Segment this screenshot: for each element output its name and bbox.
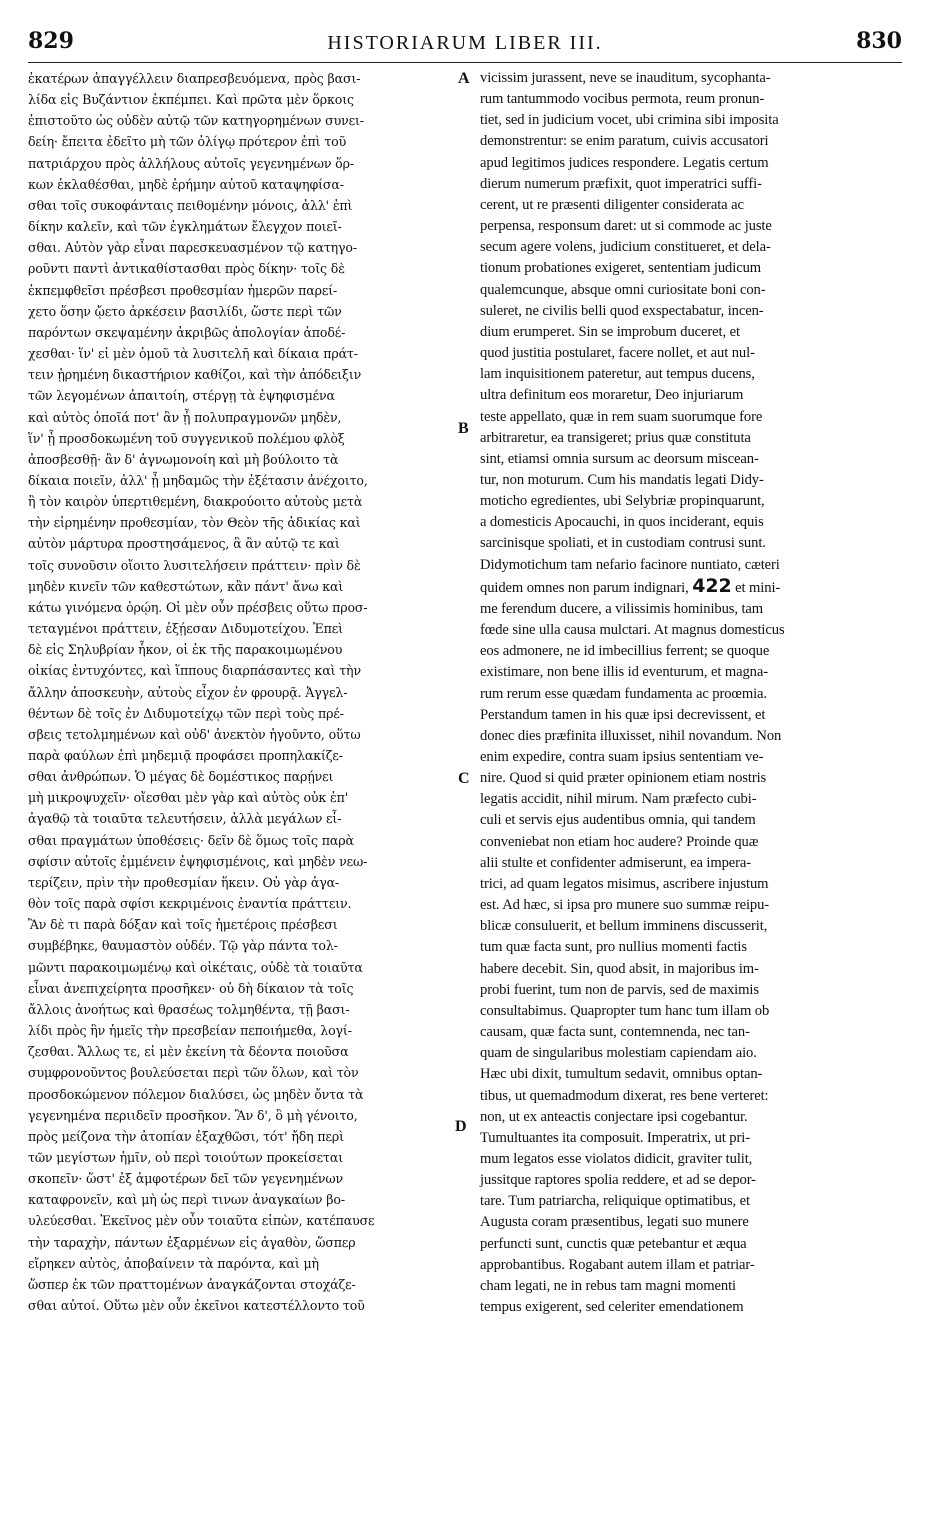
margin-letter-c: C xyxy=(458,770,470,787)
margin-letter-d: D xyxy=(455,1118,467,1135)
page-number-left: 829 xyxy=(28,28,74,54)
reference-number: 422 xyxy=(692,574,732,597)
latin-text-after: et mini- me ferendum ducere, a vilissimis hominibus, tam fœde sine ulla causa mulctari. At magnus domesticus eos admonere, ne id imbecillius ferrent; se quoque existimare, non bene illis id eventurum, et magna- rum rerum esse quædam fundamenta ac proœmia. Perstandum tamen in his quæ ipsi decrevissent, et donec dies præfinita illuxisset, nihil novandum. Non enim expedire, contra suam ipsius sententiam ve- nire. Quod si quid præter opinionem etiam nostris legatis accidit, nihil mirum. Nam præfecto cubi- culi et servis ejus audentibus omnia, qui tandem conveniebat non etiam hoc audere? Proinde quæ alii stulte et confidenter admiserunt, ea impera- trici, ad quam legatos misimus, ascribere injustum est. Ad hæc, si ipsa pro munere suo summæ reipu- blicæ consuluerit, et bellum imminens discusserit, tum quæ facta sunt, pro nullius momenti factis habere decebit. Sin, quod absit, in majoribus im- probi fuerint, tum non de parvis, sed de maximis consultabimus. Quapropter tum hanc tum illam ob causam, quæ facta sunt, contemnenda, nec tan- quam de singularibus molestiam capiendam aio. Hæc ubi dixit, tumultum sedavit, omnibus optan- tibus, ut quemadmodum dixerat, res bene verteret: non, ut ex anteactis conjectare ipsi cogebantur. Tumultuantes ita composuit. Imperatrix, ut pri- mum legatos esse violatos didicit, graviter tulit, jussitque raptores spolia reddere, et ad se depor- tare. Tum patriarcha, reliquique optimatibus, et Augusta coram præsentibus, legati suo munere perfuncti sunt, cunctis quæ petebantur et æqua approbantibus. Rogabant autem illam et patriar- cham legati, ne in rebus tam magni momenti tempus exigerent, sed celeriter emendationem xyxy=(480,579,785,1316)
margin-letter-b: B xyxy=(458,420,469,437)
running-title: HISTORIARUM LIBER III. xyxy=(327,32,603,54)
page-number-right: 830 xyxy=(856,28,902,54)
page-header xyxy=(28,28,902,63)
latin-text-column xyxy=(480,68,905,1318)
greek-text-column: ἑκατέρων ἀπαγγέλλειν διαπρεσβευόμενα, πρὸς βασι- λίδα εἰς Βυζάντιον ἐκπέμπει. Καὶ πρῶτα μὲν ὅρκοις ἐπιστοῦτο ὡς οὐδὲν αὐτῷ τῶν κατηγορημένων συνει- δείη· ἔπειτα ἐδεῖτο μὴ τῶν ὀλίγῳ πρότερον ἐπὶ τοῦ πατριάρχου πρὸς ἀλλήλους αὐτοῖς γεγενημένων ὅρ- κων ἐκλαθέσθαι, μηδὲ ἐρήμην αὐτοῦ καταψηφίσα- σθαι τοῖς συκοφάνταις πειθομένην μόνοις, ἀλλ' ἐπὶ δίκην καλεῖν, καὶ τῶν ἐγκλημάτων ἔλεγχον ποιεῖ- σθαι. Αὐτὸν γὰρ εἶναι παρεσκευασμένον τῷ κατηγο- ροῦντι παντὶ ἀντικαθίστασθαι πρὸς δίκην· τοῖς δὲ ἐκπεμφθεῖσι πρέσβεσι προθεσμίαν ἡμερῶν παρεί- χετο ὅσην ᾤετο ἀρκέσειν βασιλίδι, ὥστε περὶ τῶν παρόντων σκεψαμένην ἀκριβῶς ἀπολογίαν ἀποδέ- χεσθαι· ἵν' εἰ μὲν ὁμοῦ τὰ λυσιτελῆ καὶ δίκαια πράτ- τειν ᾑρημένη δικαστήριον καθίζοι, καὶ τὴν ἀπόδειξιν τῶν λεγομένων ἀπαιτοίη, στέργῃ τὰ ἐψηφισμένα καὶ αὐτὸς ὁποῖά ποτ' ἂν ᾖ πολυπραγμονῶν μηδὲν, ἵν' ᾖ προσδοκωμένη τοῦ συγγενικοῦ πολέμου φλὸξ ἀποσβεσθῇ· ἂν δ' ἀγνωμονοίη καὶ μὴ βούλοιτο τὰ δίκαια ποιεῖν, ἀλλ' ᾖ μηδαμῶς τὴν ἐξέτασιν ἀνέχοιτο, ἢ τὸν καιρὸν ὑπερτιθεμένη, διακρούοιτο αὐτοὺς μετὰ τὴν εἰρημένην προθεσμίαν, τὸν Θεὸν τῆς ἀδικίας καὶ αὐτὸν μάρτυρα προστησάμενος, ἃ ἂν αὐτῷ τε καὶ τοῖς συνοῦσιν οἴοιτο λυσιτελήσειν πράττειν· πρὶν δὲ μηδὲν κινεῖν τῶν καθεστώτων, κἂν πάντ' ἄνω καὶ κάτω γινόμενα ὁρῴη. Οἱ μὲν οὖν πρέσβεις οὕτω προσ- τεταγμένοι πράττειν, ἐξῄεσαν Διδυμοτείχου. Ἐπεὶ δὲ εἰς Σηλυβρίαν ἧκον, οἱ ἐκ τῆς παρακοιμωμένου οἰκίας ἐντυχόντες, καὶ ἵππους διαρπάσαντες καὶ τὴν ἄλλην ἀποσκευὴν, αὐτοὺς εἶχον ἐν φρουρᾷ. Ἀγγελ- θέντων δὲ τοῖς ἐν Διδυμοτείχῳ τῶν περὶ τοὺς πρέ- σβεις τετολμημένων καὶ οὐδ' ἀνεκτὸν ἡγοῦντο, οὕτω παρὰ φαύλων ἐπὶ μηδεμιᾷ προφάσει προπηλακίζε- σθαι ἀνθρώπων. Ὁ μέγας δὲ δομέστικος παρῄνει μὴ μικροψυχεῖν· οἴεσθαι μὲν γὰρ καὶ αὐτὸς οὐκ ἐπ' ἀγαθῷ τὰ τοιαῦτα τελευτήσειν, ἀλλὰ μεγάλων εἶ- σθαι πραγμάτων ὑποθέσεις· δεῖν δὲ ὅμως τοῖς παρὰ σφίσιν αὐτοῖς ἐμμένειν ἐψηφισμένοις, καὶ μηδὲν νεω- τερίζειν, πρὶν τὴν προθεσμίαν ἥκειν. Οὐ γὰρ ἀγα- θὸν τοῖς παρὰ σφίσι κεκριμένοις ἐναντία πράττειν. Ἂν δὲ τι παρὰ δόξαν καὶ τοῖς ἡμετέροις πρέσβεσι συμβέβηκε, θαυμαστὸν οὐδέν. Τῷ γὰρ πάντα τολ- μῶντι παρακοιμωμένῳ καὶ οἰκέταις, οὐδὲ τὰ τοιαῦτα εἶναι ἀνεπιχείρητα προσῆκεν· οὐ δὴ δίκαιον τὰ τοῖς ἄλλοις ἀνοήτως καὶ θρασέως τολμηθέντα, τῇ βασι- λίδι πρὸς ἣν ἡμεῖς τὴν πρεσβείαν πεποιήμεθα, λογί- ζεσθαι. Ἄλλως τε, εἰ μὲν ἐκείνη τὰ δέοντα ποιοῦσα συμφρονοῦντος βουλεύσεται περὶ τῶν ὅλων, καὶ τὸν προσδοκώμενον πόλεμον διαλύσει, ὡς μηδὲν ὄντα τὰ γεγενημένα περιιδεῖν προσῆκον. Ἂν δ', ὃ μὴ γένοιτο, πρὸς μείζονα τὴν ἀτοπίαν ἐξαχθῶσι, τότ' ἤδη περὶ τῶν μεγίστων ἡμῖν, οὐ περὶ τοιούτων προκείσεται σκοπεῖν· ὥστ' ἐξ ἀμφοτέρων δεῖ τῶν γεγενημένων καταφρονεῖν, καὶ μὴ ὡς περὶ τινων ἀναγκαίων βο- υλεύεσθαι. Ἐκεῖνος μὲν οὖν τοιαῦτα εἰπὼν, κατέπαυσε τὴν ταραχὴν, πάντων ἐξαρμένων εἰς ἀγαθὸν, ὥσπερ εἴρηκεν αὐτὸς, ἀποβαίνειν τὰ παρόντα, καὶ μὴ ὥσπερ ἐκ τῶν πραττομένων ἀναγκάζονται στοχάζε- σθαι αὐτοί. Οὕτω μὲν οὖν ἐκεῖνοι κατεστέλλοντο τοῦ xyxy=(28,71,375,1314)
margin-letter-a: A xyxy=(458,70,470,87)
latin-text-before: vicissim jurassent, neve se inauditum, sycophanta- rum tantummodo vocibus permota, reum pronun- tiet, sed in judicium vocet, ubi crimina sibi imposita demonstrentur: se enim paratum, cuivis accusatori apud legitimos judices respondere. Legatis certum dierum numerum præfixit, quot imperatrici suffi- cerent, ut re præsenti diligenter considerata ac perpensa, responsum daret: ut si commode ac juste secum agere volens, judicium constitueret, et dela- tionum probationes exigeret, sententiam judicum qualemcunque, absque omni curiositate boni con- suleret, ne civilis belli quod exspectabatur, incen- dium erumperet. Sin se improbum duceret, et quod justitia postularet, facere nollet, et aut nul- lam inquisitionem pateretur, aut tempus ducens, ultra definitum eos moraretur, Deo injuriarum teste appellato, quæ in rem suam suorumque fore arbitraretur, ea transigeret; prius quæ constituta sint, etiamsi omnia sursum ac deorsum miscean- tur, non moturum. Cum his mandatis legati Didy- moticho egredientes, ubi Selybriæ propinquarunt, a domesticis Apocauchi, in quos inciderant, equis sarcinisque spoliati, et in custodiam contrusi sunt. Didymotichum tam nefario facinore nuntiato, cæteri quidem omnes non parum indignari, xyxy=(480,70,780,596)
